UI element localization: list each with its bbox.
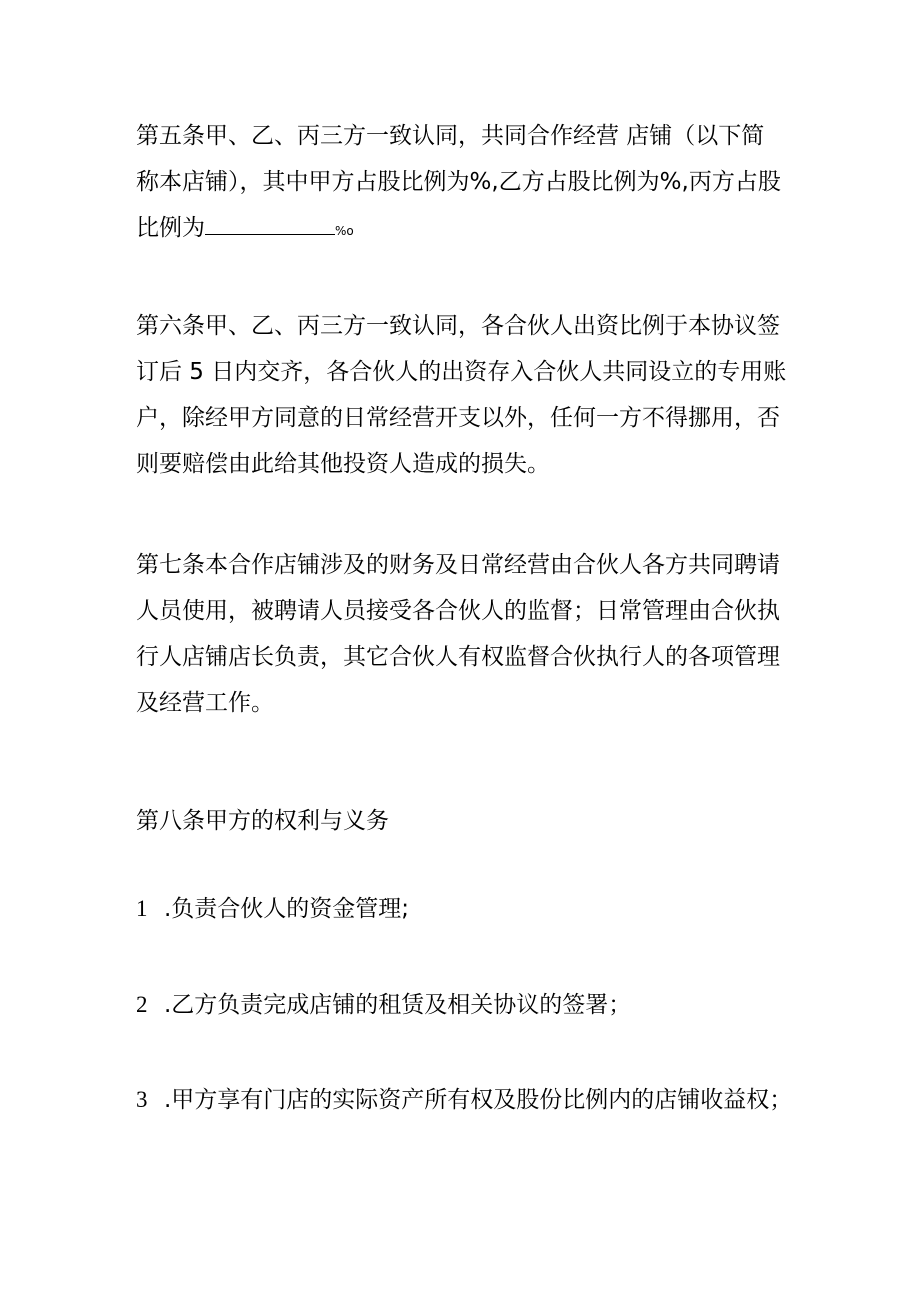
article-7-line-2: 人员使用，被聘请人员接受各合伙人的监督；日常管理由合伙执 <box>136 598 780 624</box>
article-5 <box>136 113 796 254</box>
article-5-line-3-suffix: %o <box>335 224 354 238</box>
article-6-line-4: 则要赔偿由此给其他投资人造成的损失。 <box>136 451 550 477</box>
article-6 <box>136 303 796 487</box>
article-8-heading-text: 第八条甲方的权利与义务 <box>136 808 389 834</box>
article-8-item-1 <box>136 886 796 932</box>
article-8-heading <box>136 798 796 844</box>
article-6-line-1: 第六条甲、乙、丙三方一致认同，各合伙人出资比例于本协议签 <box>136 313 780 339</box>
article-7-line-1: 第七条本合作店铺涉及的财务及日常经营由合伙人各方共同聘请 <box>136 552 780 578</box>
list-item-number: 3 <box>136 1087 148 1112</box>
list-item-number: 2 <box>136 992 148 1017</box>
article-8-item-3 <box>136 1077 796 1123</box>
list-item-text: .乙方负责完成店铺的租赁及相关协议的签署； <box>164 992 632 1018</box>
list-item-text: .甲方享有门店的实际资产所有权及股份比例内的店铺收益权； <box>164 1087 793 1113</box>
fill-in-blank <box>205 214 335 235</box>
list-item-text: .负责合伙人的资金管理; <box>164 896 410 922</box>
article-5-line-1: 第五条甲、乙、丙三方一致认同，共同合作经营 店铺（以下简 <box>136 123 765 149</box>
article-7-line-3: 行人店铺店长负责，其它合伙人有权监督合伙执行人的各项管理 <box>136 644 780 670</box>
article-5-line-3 <box>136 205 796 254</box>
article-6-line-2: 订后 5 日内交齐，各合伙人的出资存入合伙人共同设立的专用账 <box>136 359 787 385</box>
article-7 <box>136 542 796 726</box>
article-8-item-2 <box>136 982 796 1028</box>
article-5-line-2: 称本店铺），其中甲方占股比例为%,乙方占股比例为%,丙方占股 <box>136 169 781 195</box>
list-item-number: 1 <box>136 896 148 921</box>
article-5-line-3-prefix: 比例为 <box>136 215 205 241</box>
article-7-line-4: 及经营工作。 <box>136 690 274 716</box>
article-6-line-3: 户，除经甲方同意的日常经营开支以外，任何一方不得挪用，否 <box>136 405 780 431</box>
